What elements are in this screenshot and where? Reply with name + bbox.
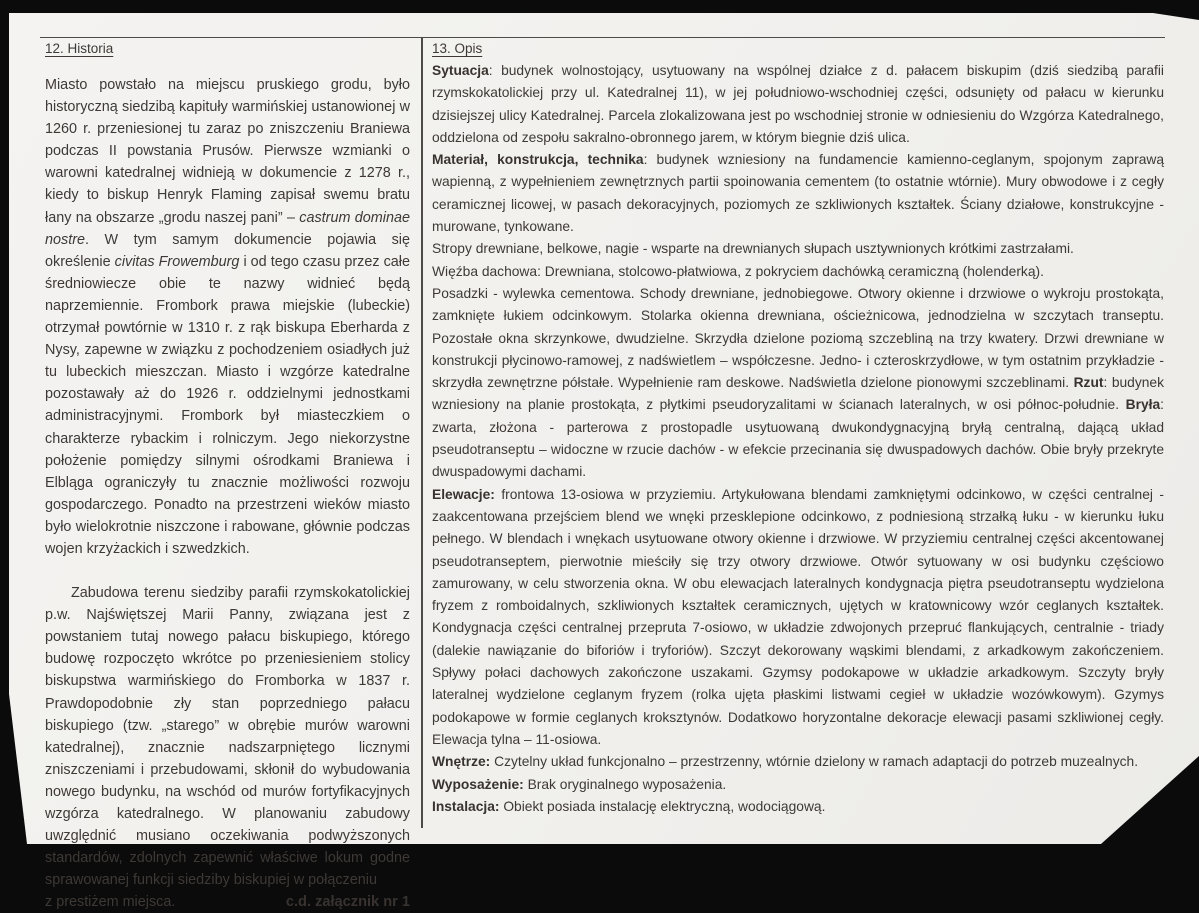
field-label: Instalacja: xyxy=(432,798,500,814)
document-sheet xyxy=(9,13,1199,911)
field-label: Wnętrze: xyxy=(432,754,491,770)
section-header-historia: 12. Historia xyxy=(45,41,114,56)
section-header-opis: 13. Opis xyxy=(432,41,483,56)
opis-wnetrze xyxy=(432,751,1164,773)
text-run: Miasto powstało na miejscu pruskiego grodu, było historyczną siedzibą kapituły warmińskiej ustanowionej w 1260 r. przeniesionej tu zaraz po zniszczeniu Braniewa podczas II powstania Prusów. Pierwsze wzmianki o warowni katedralnej widnieją w dokumencie z 1278 r., kiedy to biskup Henryk Flaming zapisał swemu bratu łany na obszarze „grodu naszej pani” – xyxy=(45,77,410,226)
field-label: Bryła xyxy=(1125,397,1161,413)
field-label: Materiał, konstrukcja, technika xyxy=(432,152,644,168)
text-run: frontowa 13-osiowa w przyziemiu. Artykułowana blendami zamkniętymi odcinkowo, w części centralnej - zaakcentowana przejściem blend we wnęki przesklepione odcinkowo, z podniesioną strzałką łuku - w kierunku łuku pełnego. W blendach i wnękach usytuowane otwory okienne i drzwiowe. W przyziemiu centralnej części akcentowanej pseudotranseptem, pierwotnie mieściły się trzy otwory drzwiowe. Otwór sytuowany w osi budynku częściowo zamurowany, w celu stworzenia okna. W obu elewacjach lateralnych kondygnacja piętra pseudotranseptu wydzielona fryzem z romboidalnych, szkliwionych kształtek ceramicznych, ujętych w kratownicowy wzór ceglanych kształtek. Kondygnacja części centralnej przepruta 7-osiowo, w układzie zdwojonych przepruć flankujących, centralnie - triady (dalekie nawiązanie do biforiów i tryforiów). Szczyt dekorowany wąskimi blendami, z arkadkowym zakończeniem. Spływy połaci dachowych zakończone uszakami. Gzymsy podokapowe w układzie arkadkowym. Szczyty bryły lateralnej wydzielone ceglanym fryzem (rolka ujęta płaskimi listwami cegieł w układzie wozówkowym). Gzymys podokapowe w formie ceglanych kroksztynów. Dodatkowo horyzontalne dekoracje elewacji pasami szkliwionej cegły. Elewacja tylna – 11-osiowa. xyxy=(432,486,1164,747)
opis-wiezba: Więźba dachowa: Drewniana, stolcowo-płatwiowa, z pokryciem dachówką ceramiczną (holenderką). xyxy=(432,263,1044,279)
field-label: Elewacje: xyxy=(432,486,495,502)
scan-edge-bottom-right xyxy=(1101,756,1199,844)
opis-instalacja xyxy=(432,796,1164,818)
column-divider xyxy=(421,37,423,828)
scan-edge-bottom-left xyxy=(9,694,27,844)
text-run: : budynek wzniesiony na planie prostokąta, z płytkimi pseudoryzalitami w ścianach lateralnych, w osi północ-południe. xyxy=(432,375,1164,413)
scan-edge-left xyxy=(0,0,9,844)
text-run: : zwarta, złożona - parterowa z prostopadle usytuowaną dwukondygnacyjną bryłą centralną, dającą układ pseudotranseptu – widoczne w rzucie dachów - w efekcie przecinania się dwuspadowych dachów. Obie bryły przekryte dwuspadowymi dachami. xyxy=(432,397,1164,480)
column-opis xyxy=(432,40,1164,818)
text-run: Posadzki - wylewka cementowa. Schody drewniane, jednobiegowe. Otwory okienne i drzwiowe o wykroju prostokąta, zamknięte łukiem odcinkowym. Stolarka okienna drewniana, ościeżnicowa, jednodzielna w szczytach transeptu. Pozostałe okna skrzynkowe, dwudzielne. Skrzydła dzielone poziomą szczebliną na trzy kwatery. Drzwi drewniane w konstrukcji płycinowo-ramowej, z nadświetlem – współczesne. Jedno- i czteroskrzydłowe, w tym ostatnim przykładzie - skrzydła zewnętrzne półstałe. Wypełnienie ram deskowe. Nadświetla dzielone pionowymi szczeblinami. xyxy=(432,285,1164,391)
field-label: Wyposażenie: xyxy=(432,776,524,792)
continuation-note: c.d. załącznik nr 1 xyxy=(285,894,410,911)
table-top-rule xyxy=(40,37,1165,38)
scan-edge-top-right xyxy=(1153,13,1199,20)
text-run: Obiekt posiada instalację elektryczną, wodociągową. xyxy=(499,798,826,814)
text-run: : budynek wzniesiony na fundamencie kamienno-ceglanym, spojonym zaprawą wapienną, z wypełnieniem zewnętrznych partii spoinowania cementem (to ostatnie wtórnie). Mury obwodowe i z cegły ceramicznej licowej, w pasach dekoracyjnych, poziomych ze szkliwionych kształtek. Ściany działowe, konstrukcyjne - murowane, tynkowane. xyxy=(432,152,1165,235)
text-run: i od tego czasu przez całe średniowiecze obie te nazwy widnieć będą naprzemiennie. Frombork prawa miejskie (lubeckie) otrzymał powtórnie w 1310 r. z rąk biskupa Eberharda z Nysy, zapewne w związku z pochodzeniem osiadłych już tu lubeckich mieszczan. Miasto i wzgórze katedralne pozostawały aż do 1926 r. oddzielnymi jednostkami administracyjnymi. Frombork był miasteczkiem o charakterze rybackim i rolniczym. Jego niekorzystne położenie pomiędzy silnymi ośrodkami Braniewa i Elbląga ograniczyły tu znacznie możliwości rozwoju gospodarczego. Ponadto na przestrzeni wieków miasto było wielokrotnie niszczone i rabowane, głównie podczas wojen krzyżackich i szwedzkich. xyxy=(45,253,410,557)
opis-stropy: Stropy drewniane, belkowe, nagie - wsparte na drewnianych słupach usztywnionych krótkimi zastrzałami. xyxy=(432,241,1074,257)
text-run: z prestiżem miejsca. xyxy=(45,894,176,911)
text-run: Czytelny układ funkcjonalno – przestrzenny, wtórnie dzielony w ramach adaptacji do potrzeb muzealnych. xyxy=(490,754,1139,770)
historia-paragraph-2: Zabudowa terenu siedziby parafii rzymskokatolickiej p.w. Najświętszej Marii Panny, związana jest z powstaniem tutaj nowego pałacu biskupiego, którego budowę rozpoczęto wkrótce po przeniesieniem stolicy biskupstwa warmińskiego do Fromborka w 1837 r. Prawdopodobnie zły stan poprzedniego pałacu biskupiego (tzw. „starego” w obrębie murów warowni katedralnej), znacznie nadszarpniętego licznymi zniszczeniami i przebudowami, skłonił do wybudowania nowego budynku, na wschód od murów fortyfikacyjnych wzgórza katedralnego. W planowaniu zabudowy uwzględnić musiano oczekiwania podwyższonych standardów, zdolnych zapewnić właściwe lokum godne sprawowanej funkcji siedziby biskupiej w połączeniu xyxy=(45,585,410,889)
field-label: Rzut xyxy=(1073,375,1104,391)
column-historia xyxy=(45,40,410,913)
text-run: . W tym samym dokumencie pojawia się określenie xyxy=(45,231,410,270)
opis-wyposazenie xyxy=(432,774,1164,796)
opis-posadzki-rzut-bryla xyxy=(432,283,1164,484)
historia-paragraph-1 xyxy=(45,74,410,560)
latin-term: castrum dominae nostre xyxy=(45,209,410,248)
text-run: : budynek wolnostojący, usytuowany na wspólnej działce z d. pałacem biskupim (dziś siedzibą parafii rzymskokatolickiej przy ul. Katedralnej 11), w jej południowo-wschodniej części, odsunięty od pałacu w kierunku dzisiejszej ulicy Katedralnej. Parcela zlokalizowana jest po wschodniej stronie w odniesieniu do Wzgórza Katedralnego, oddzielona od zespołu sakralno-obronnego jarem, w którym biegnie dziś ulica. xyxy=(432,63,1164,145)
latin-term: civitas Frowemburg xyxy=(114,253,240,270)
opis-elewacje xyxy=(432,484,1164,752)
opis-sytuacja xyxy=(432,60,1164,149)
field-label: Sytuacja xyxy=(432,63,489,78)
text-run: Brak oryginalnego wyposażenia. xyxy=(523,776,727,792)
opis-material xyxy=(432,149,1164,238)
historia-last-line xyxy=(45,891,410,913)
scan-edge-top xyxy=(0,0,1199,13)
